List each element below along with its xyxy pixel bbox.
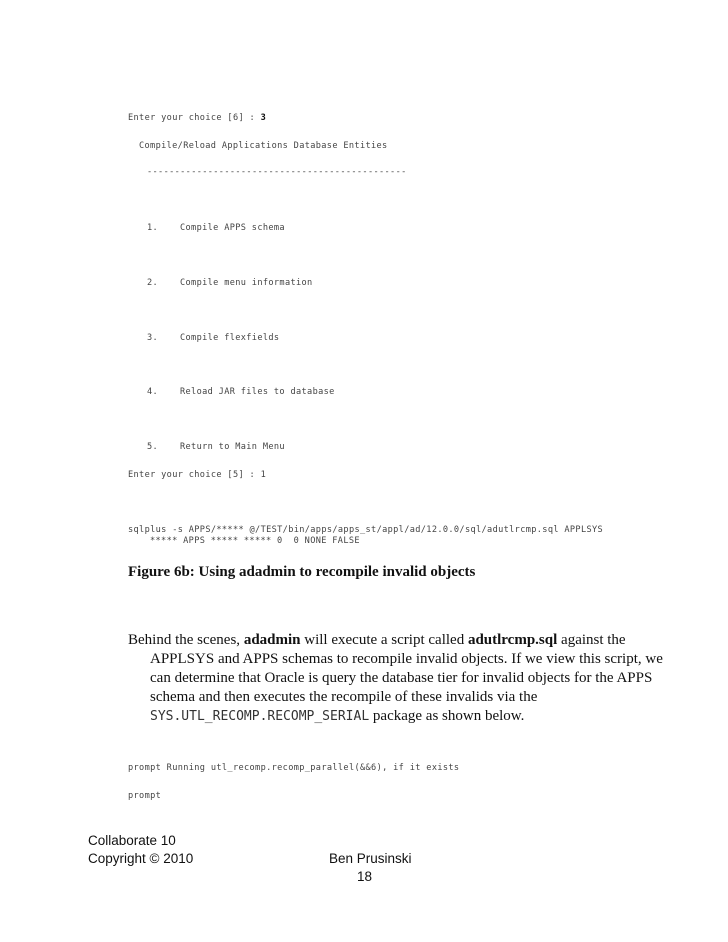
enter-choice-result: Enter your choice [5] : 1 (128, 470, 267, 480)
text-run: will execute a script called (300, 632, 468, 648)
menu-item-label: Compile flexfields (180, 333, 280, 343)
footer-author: Ben Prusinski (329, 851, 412, 866)
paragraph-line: can determine that Oracle is query the database tier for invalid objects for the APPS (150, 670, 653, 686)
text-run: package as shown below. (369, 708, 525, 724)
paragraph-line: schema and then executes the recompile of these invalids via the (150, 689, 538, 705)
menu-item-number: 1. (147, 223, 159, 233)
menu-item-number: 4. (147, 387, 159, 397)
footer-event: Collaborate 10 (88, 833, 176, 848)
menu-item-label: Return to Main Menu (180, 442, 285, 452)
bold-term-adadmin: adadmin (243, 632, 301, 648)
paragraph-line: APPLSYS and APPS schemas to recompile invalid objects. If we view this script, we (150, 651, 663, 667)
code-line: prompt (128, 791, 162, 801)
menu-separator: ----------------------------------------------- (147, 167, 407, 177)
menu-item-label: Compile APPS schema (180, 223, 285, 233)
menu-title: Compile/Reload Applications Database Entities (139, 141, 388, 151)
sqlplus-command-line1: sqlplus -s APPS/***** @/TEST/bin/apps/apps_st/appl/ad/12.0.0/sql/adutlrcmp.sql APPLSYS (128, 525, 604, 535)
sqlplus-command-line2: ***** APPS ***** ***** 0 0 NONE FALSE (150, 536, 360, 546)
paragraph-line (128, 631, 663, 650)
menu-item (147, 387, 335, 397)
text-run: against the (557, 632, 626, 648)
inline-code-package: SYS.UTL_RECOMP.RECOMP_SERIAL (150, 709, 370, 724)
menu-item-number: 3. (147, 333, 159, 343)
bold-term-script: adutlrcmp.sql (467, 632, 558, 648)
menu-item (147, 223, 285, 233)
text-run: Behind the scenes, (128, 632, 244, 648)
paragraph-line (128, 707, 663, 726)
menu-item-label: Compile menu information (180, 278, 313, 288)
enter-choice-prompt (128, 113, 266, 123)
page-number: 18 (357, 869, 373, 884)
figure-caption: Figure 6b: Using adadmin to recompile invalid objects (128, 564, 476, 580)
prompt-value: 3 (260, 113, 267, 123)
menu-item-number: 2. (147, 278, 159, 288)
body-paragraph (128, 631, 663, 726)
menu-item-number: 5. (147, 442, 159, 452)
menu-item (147, 278, 313, 288)
menu-item-label: Reload JAR files to database (180, 387, 335, 397)
footer-copyright: Copyright © 2010 (88, 851, 194, 866)
code-line: prompt Running utl_recomp.recomp_parallel(&&6), if it exists (128, 763, 460, 773)
menu-item (147, 442, 285, 452)
menu-item (147, 333, 280, 343)
prompt-text: Enter your choice [6] : (128, 113, 256, 123)
